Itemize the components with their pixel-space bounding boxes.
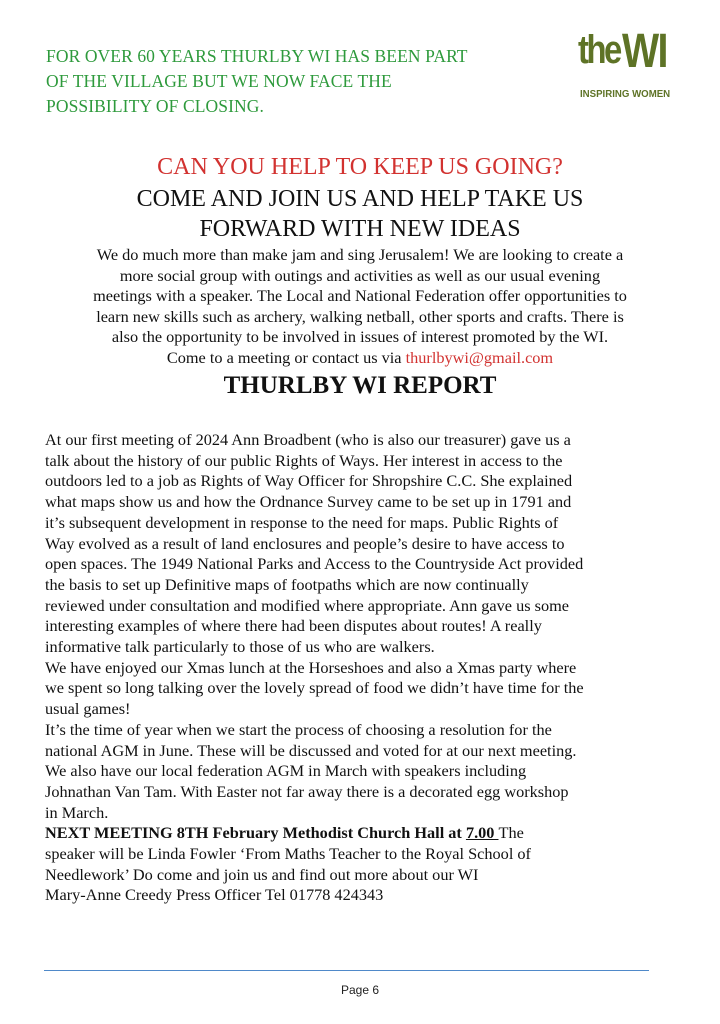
next-meeting-rest: The: [498, 823, 524, 843]
report-line: the basis to set up Definitive maps of footpaths which are now continually: [45, 574, 529, 594]
next-meeting-detail: speaker will be Linda Fowler ‘From Maths Teacher to the Royal School of: [45, 844, 531, 864]
report-line: we spent so long talking over the lovely spread of food we didn’t have time for the: [45, 678, 584, 698]
report-line: We have enjoyed our Xmas lunch at the Horseshoes and also a Xmas party where: [45, 657, 577, 677]
report-line: in March.: [45, 802, 109, 822]
next-meeting-detail: Needlework’ Do come and join us and find out more about our WI: [45, 864, 479, 884]
wi-logo: [578, 25, 684, 104]
appeal-line: meetings with a speaker. The Local and National Federation offer opportunities to: [93, 286, 627, 305]
next-meeting-heading: NEXT MEETING 8TH February Methodist Church Hall at: [45, 823, 466, 843]
intro-text: [46, 44, 556, 119]
next-meeting-line: [45, 823, 685, 844]
report-line: informative talk particularly to those of us who are walkers.: [45, 637, 435, 657]
logo-wi: WI: [622, 25, 667, 78]
report-line: We also have our local federation AGM in March with speakers including: [45, 761, 527, 781]
appeal-line: learn new skills such as archery, walking netball, other sports and crafts. There is: [96, 306, 624, 326]
report-line: what maps show us and how the Ordnance Survey came to be set up in 1791 and: [45, 492, 572, 512]
footer-divider: [44, 970, 649, 971]
report-line: Way evolved as a result of land enclosures and people’s desire to have access to: [45, 533, 565, 553]
page-number: Page 6: [340, 983, 380, 997]
report-line: At our first meeting of 2024 Ann Broadbent (who is also our treasurer) gave us a: [45, 430, 571, 449]
contact-email-link[interactable]: thurlbywi@gmail.com: [405, 347, 554, 367]
contact-prefix: Come to a meeting or contact us via: [166, 347, 406, 367]
press-officer-contact: Mary-Anne Creedy Press Officer Tel 01778 424343: [45, 885, 384, 905]
next-meeting-time: 7.00: [465, 823, 499, 843]
report-title: THURLBY WI REPORT: [223, 372, 497, 399]
headline-invite: [0, 184, 720, 244]
headline-line: COME AND JOIN US AND HELP TAKE US: [136, 186, 584, 212]
report-line: usual games!: [45, 699, 131, 719]
contact-line: [40, 348, 680, 369]
report-line: national AGM in June. These will be discussed and voted for at our next meeting.: [45, 740, 577, 760]
report-line: reviewed under consultation and modified where appropriate. Ann gave us some: [45, 595, 570, 615]
appeal-paragraph: [40, 245, 680, 368]
appeal-line: more social group with outings and activities as well as our usual evening: [119, 265, 601, 285]
intro-line: POSSIBILITY OF CLOSING.: [46, 96, 264, 116]
report-line: It’s the time of year when we start the process of choosing a resolution for the: [45, 719, 552, 739]
logo-tagline: INSPIRING WOMEN: [580, 88, 671, 100]
headline-question: CAN YOU HELP TO KEEP US GOING?: [157, 154, 563, 180]
report-line: outdoors led to a job as Rights of Way Officer for Shropshire C.C. She explained: [45, 471, 573, 491]
logo-the: the: [578, 28, 620, 72]
intro-line: OF THE VILLAGE BUT WE NOW FACE THE: [46, 71, 392, 91]
report-line: talk about the history of our public Rights of Ways. Her interest in access to the: [45, 450, 563, 470]
intro-line: FOR OVER 60 YEARS THURLBY WI HAS BEEN PART: [46, 46, 468, 66]
report-body: [45, 430, 685, 906]
appeal-line: also the opportunity to be involved in issues of interest promoted by the WI.: [111, 327, 609, 346]
report-line: it’s subsequent development in response to the need for maps. Public Rights of: [45, 512, 559, 532]
headline-line: FORWARD WITH NEW IDEAS: [199, 216, 521, 242]
appeal-line: We do much more than make jam and sing Jerusalem! We are looking to create a: [96, 245, 624, 264]
report-line: Johnathan Van Tam. With Easter not far away there is a decorated egg workshop: [45, 781, 569, 801]
report-line: interesting examples of where there had been disputes about routes! A really: [45, 616, 542, 636]
report-line: open spaces. The 1949 National Parks and Access to the Countryside Act provided: [45, 554, 584, 574]
